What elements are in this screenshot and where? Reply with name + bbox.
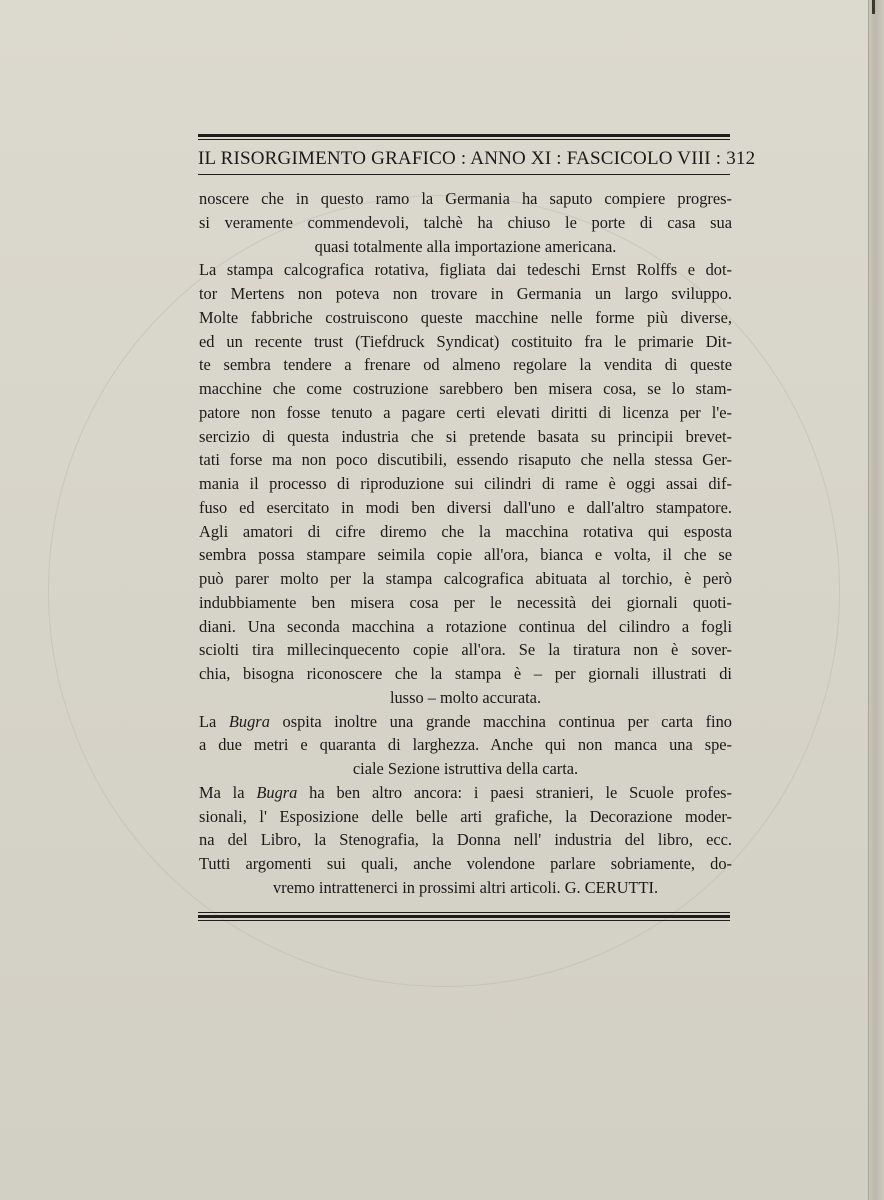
- text-line: lusso – molto accurata.: [389, 687, 542, 707]
- page-edge-mark: [872, 0, 875, 14]
- text-line: noscere che in questo ramo la Germania ha saputo compiere progres-: [199, 189, 732, 208]
- text-segment: Ma la: [199, 782, 257, 802]
- text-segment: La: [199, 711, 229, 731]
- text-line: tati forse ma non poco discutibili, essendo risaputo che nella stessa Ger-: [199, 450, 732, 470]
- italic-title: Bugra: [256, 782, 298, 802]
- running-head: IL RISORGIMENTO GRAFICO : ANNO XI : FASCICOLO VIII : 312: [198, 148, 756, 169]
- text-line: [199, 781, 732, 805]
- text-line: Agli amatori di cifre diremo che la macchina rotativa qui esposta: [199, 521, 732, 541]
- text-segment: ospita inoltre una grande macchina continua per carta fino: [269, 711, 732, 731]
- text-line: sercizio di questa industria che si pretende basata su principii brevet-: [199, 426, 732, 446]
- text-line: diani. Una seconda macchina a rotazione continua del cilindro a fogli: [199, 616, 732, 636]
- text-line: chia, bisogna riconoscere che la stampa è – per giornali illustrati di: [199, 664, 732, 683]
- text-line: si veramente commendevoli, talchè ha chiuso le porte di casa sua: [199, 212, 732, 232]
- text-segment: ha ben altro ancora: i paesi stranieri, le Scuole profes-: [297, 782, 733, 802]
- text-line: quasi totalmente alla importazione americana.: [314, 236, 617, 256]
- footer-rule: [198, 912, 730, 921]
- page-edge: [868, 0, 884, 1200]
- text-line: vremo intrattenerci in prossimi altri articoli. G. CERUTTI.: [272, 877, 659, 897]
- text-line: fuso ed esercitato in modi ben diversi dall'uno e dall'altro stampatore.: [199, 497, 732, 517]
- text-line: può parer molto per la stampa calcografica abituata al torchio, è però: [199, 569, 732, 588]
- text-line: indubbiamente ben misera cosa per le necessità dei giornali quoti-: [199, 592, 732, 612]
- text-line: sembra possa stampare seimila copie all'ora, bianca e volta, il che se: [199, 545, 732, 565]
- text-line: na del Libro, la Stenografia, la Donna nell' industria del libro, ecc.: [199, 830, 732, 850]
- text-line: Tutti argomenti sui quali, anche volendone parlare sobriamente, do-: [199, 854, 732, 873]
- text-line: sionali, l' Esposizione delle belle arti grafiche, la Decorazione moder-: [199, 806, 732, 826]
- text-line: ciale Sezione istruttiva della carta.: [352, 759, 579, 778]
- text-line: macchine che come costruzione sarebbero ben misera cosa, se lo stam-: [199, 379, 732, 398]
- header-top-rule: [198, 134, 730, 140]
- text-line: La stampa calcografica rotativa, figliata dai tedeschi Ernst Rolffs e dot-: [199, 260, 732, 280]
- text-line: tor Mertens non poteva non trovare in Germania un largo sviluppo.: [199, 284, 732, 303]
- body-text: [199, 187, 732, 900]
- header-bottom-rule: [198, 174, 730, 175]
- italic-title: Bugra: [228, 711, 270, 731]
- text-line: sciolti tira millecinquecento copie all'ora. Se la tiratura non è sover-: [199, 640, 732, 660]
- text-line: te sembra tendere a frenare od almeno regolare la vendita di queste: [199, 355, 732, 375]
- text-line: patore non fosse tenuto a pagare certi elevati diritti di licenza per l'e-: [199, 402, 732, 422]
- text-line: a due metri e quaranta di larghezza. Anche qui non manca una spe-: [199, 735, 732, 755]
- text-line: ed un recente trust (Tiefdruck Syndicat) costituito fra le primarie Dit-: [199, 331, 732, 351]
- text-line: [199, 710, 732, 734]
- text-line: mania il processo di riproduzione sui cilindri di rame è oggi assai dif-: [199, 474, 732, 493]
- text-line: Molte fabbriche costruiscono queste macchine nelle forme più diverse,: [199, 307, 732, 327]
